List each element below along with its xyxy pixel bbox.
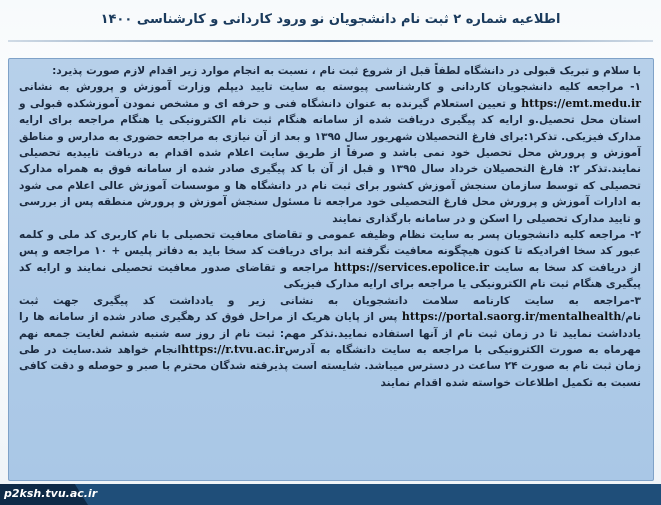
item-1-paragraph — [19, 79, 641, 227]
footer-bar — [0, 484, 661, 505]
tvu-registration-link[interactable]: https://r.tvu.ac.ir — [181, 342, 285, 356]
item-2-text-b: مراجعه و تقاضای صدور معافیت تحصیلی نمایند و ارایه کد پیگیری هنگام ثبت نام الکترونیکی یا مراجعه برای ارایه مدارک فیزیکی — [19, 261, 641, 291]
item-2-paragraph — [19, 227, 641, 293]
epolice-link[interactable]: https://services.epolice.ir — [333, 260, 490, 274]
site-address-label[interactable]: p2ksh.tvu.ac.ir — [4, 487, 98, 500]
item-3-text-a: ۳-مراجعه به سایت کارنامه سلامت دانشجویان به نشانی زیر و یادداشت کد پیگیری جهت ثبت نام/ — [19, 294, 641, 324]
title-divider — [8, 40, 653, 42]
announcement-body — [8, 58, 654, 481]
item-3-text-c: انجام خواهد شد.سایت در طی زمان ثبت نام به صورت ۲۴ ساعت در دسترس میباشد. شایسته است پذیرفته شدگان محترم با صبر و حوصله و دقت کافی نسبت به تکمیل اطلاعات خواسته شده اقدام نمایند — [19, 343, 641, 389]
item-2-text-a: ۲- مراجعه کلیه دانشجویان پسر به سایت نظام وظیفه عمومی و تقاضای معافیت تحصیلی با نام کاربری کد ملی و کلمه عبور کد سخا افرادیکه تا کنون هیچگونه معافیت نگرفته اند برای دریافت کد سخا باید به دفاتر پلیس + ۱۰ مراجعه و پس از دریافت کد سخا به سایت — [19, 229, 641, 274]
item-3-text-b: پس از پایان هریک از مراحل فوق کد رهگیری صادر شده از سامانه ها را یادداشت نمایید تا در زمان ثبت نام از آنها استفاده نمایید.تذکر مهم: ثبت نام از روز سه شنبه ششم لغایت جمعه نهم مهرماه به صورت الکترونیکی با مراجعه به سایت دانشگاه به آدرس — [19, 311, 641, 356]
item-1-text-a: ۱- مراجعه کلیه دانشجویان کاردانی و کارشناسی پیوسته به سایت تایید دیپلم وزارت آموزش و پرورش به نشانی — [19, 81, 641, 94]
item-1-text-b: و تعیین استعلام گیرنده به عنوان دانشگاه فنی و حرفه ای و مشخص نمودن آموزشکده قبولی و استان محل تحصیل.و ارایه کد پیگیری دریافت شده از سامانه هنگام ثبت نام الکترونیکی یا هنگام مراجعه برای ارایه مدارک فیزیکی. تذکر۱:برای فارغ التحصیلان شهریور سال ۱۳۹۵ و بعد از آن نیازی به مراجعه حضوری به مدارس و مناطق آموزش و پرورش محل تحصیل خود نمی باشد و صرفاً از طریق سایت اعلام شده اقدام به دریافت تاییدیه تحصیلی نمایند.تذکر ۲: فارغ التحصیلان خرداد سال ۱۳۹۵ و قبل از آن با کد پیگیری صادر شده از سامانه فوق به همراه مدارک تحصیلی که توسط سازمان سنجش آموزش کشور برای ثبت نام در دانشگاه ها و موسسات آموزش عالی اعلام می شود به ادارات آموزش و پرورش محل فارغ التحصیلی خود مراجعه تا مسئول سنجش آموزش و پرورش منطقه پس از بررسی و تایید مدارک تحصیلی را اسکن و در سامانه بارگذاری نمایند — [19, 97, 641, 225]
mentalhealth-link[interactable]: https://portal.saorg.ir/mentalhealth — [401, 310, 622, 324]
intro-paragraph: با سلام و تبریک قبولی در دانشگاه لطفاً قبل از شروع ثبت نام ، نسبت به انجام موارد زیر اقدام لازم صورت پذیرد: — [52, 65, 641, 77]
announcement-title: اطلاعیه شماره ۲ ثبت نام دانشجویان نو ورود کاردانی و کارشناسی ۱۴۰۰ — [100, 12, 561, 27]
item-3-paragraph — [19, 293, 641, 391]
emt-medu-link[interactable]: https://emt.medu.ir — [521, 96, 641, 110]
